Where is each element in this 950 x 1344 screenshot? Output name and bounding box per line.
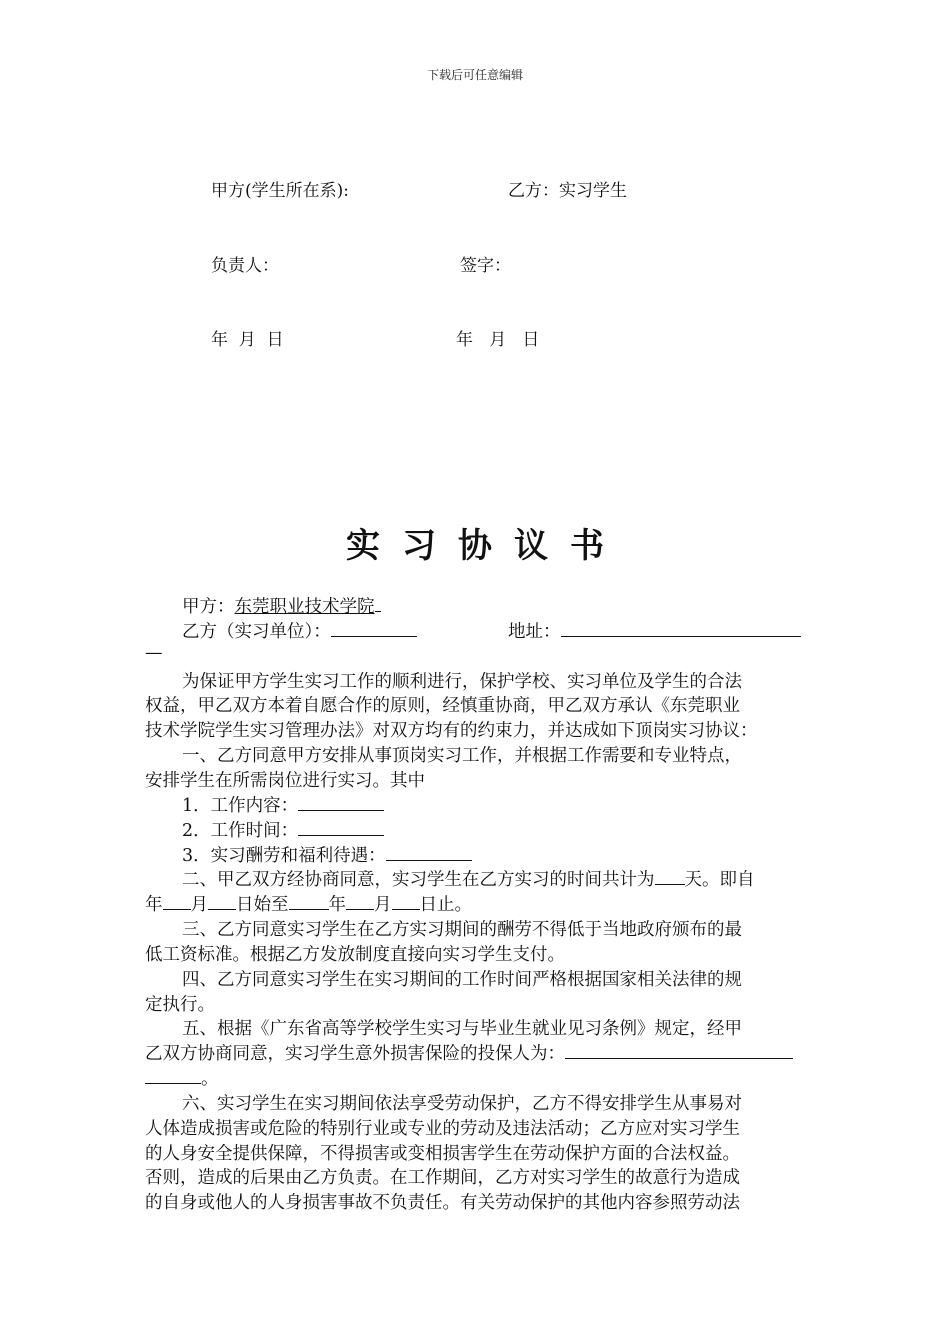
party-a-sign-label: 甲方(学生所在系): [211, 181, 349, 201]
address-blank[interactable] [561, 621, 801, 637]
para7-line3: 的人身安全提供保障，不得损害或变相损害学生在劳动保护方面的合法权益。 [145, 1144, 740, 1164]
para4-line1: 三、乙方同意实习学生在乙方实习期间的酬劳不得低于当地政府颁布的最 [182, 920, 742, 940]
work-time-blank[interactable] [298, 820, 384, 836]
para3-text-a: 二、甲乙双方经协商同意，实习学生在乙方实习的时间共计为 [182, 870, 655, 890]
day1-label: 日始至 [236, 895, 289, 915]
month1-blank[interactable] [208, 894, 236, 910]
responsible-label: 负责人： [211, 256, 279, 276]
month2-blank[interactable] [346, 894, 374, 910]
para3-text-b: 天。即自 [684, 870, 755, 890]
para6-line3 [145, 1065, 805, 1090]
para1-line2: 权益，甲乙双方本着自愿合作的原则，经慎重协商，甲乙双方承认《东莞职业 [145, 696, 740, 716]
year2-blank[interactable] [289, 894, 329, 910]
para6-end: 。 [201, 1069, 219, 1089]
para5-line1: 四、乙方同意实习学生在实习期间的工作时间严格根据国家相关法律的规 [182, 970, 742, 990]
para1-line3: 技术学院学生实习管理办法》对双方均有的约束力，并达成如下顶岗实习协议： [145, 721, 758, 741]
party-a-underline [375, 596, 381, 612]
party-a-line [182, 593, 842, 618]
days-blank[interactable] [655, 869, 685, 885]
para2-line1: 一、乙方同意甲方安排从事顶岗实习工作，并根据工作需要和专业特点， [182, 746, 742, 766]
month1-label: 月 [190, 895, 208, 915]
address-line [508, 618, 950, 643]
header-note: 下载后可任意编辑 [426, 68, 523, 82]
sign-label: 签字： [460, 256, 511, 276]
para7-line1: 六、实习学生在实习期间依法享受劳动保护，乙方不得安排学生从事易对 [182, 1094, 742, 1114]
work-content-blank[interactable] [298, 795, 384, 811]
para6-line1: 五、根据《广东省高等学校学生实习与毕业生就业见习条例》规定，经甲 [182, 1019, 742, 1039]
document-title: 实习协议书 [346, 526, 626, 566]
pay-benefits-blank[interactable] [386, 845, 472, 861]
address-label: 地址： [508, 622, 561, 642]
item-pay-benefits [182, 842, 842, 867]
para1-line1: 为保证甲方学生实习工作的顺利进行，保护学校、实习单位及学生的合法 [182, 672, 742, 692]
party-a-name: 东莞职业技术学院 [234, 597, 375, 617]
para4-line2: 低工资标准。根据乙方发放制度直接向实习学生支付。 [145, 945, 565, 965]
item-work-content [182, 792, 842, 817]
para7-line5: 的自身或他人的人身损害事故不负责任。有关劳动保护的其他内容参照劳动法 [145, 1193, 740, 1213]
month2-label: 月 [374, 895, 392, 915]
party-a-label: 甲方： [182, 597, 235, 617]
insurer-blank[interactable] [565, 1043, 793, 1059]
insurer-blank-cont[interactable] [145, 1068, 201, 1084]
item-work-time [182, 817, 842, 842]
date-b: 年 月 日 [456, 330, 540, 350]
year1-label: 年 [145, 895, 163, 915]
party-b-label: 乙方（实习单位）： [182, 622, 331, 642]
insurer-label: 乙双方协商同意，实习学生意外损害保险的投保人为： [145, 1044, 565, 1064]
para3-line1 [182, 866, 842, 891]
para7-line2: 人体造成损害或危险的特别行业或专业的劳动及违法活动；乙方应对实习学生 [145, 1119, 740, 1139]
year2-label: 年 [328, 895, 346, 915]
party-b-blank[interactable] [331, 621, 417, 637]
day2-label: 日止。 [419, 895, 472, 915]
item3-label: 3．实习酬劳和福利待遇： [182, 846, 386, 866]
day2-blank[interactable] [392, 894, 420, 910]
item2-label: 2．工作时间： [182, 821, 299, 841]
year1-blank[interactable] [163, 894, 191, 910]
para5-line2: 定执行。 [145, 995, 215, 1015]
para7-line4: 否则，造成的后果由乙方负责。在工作期间，乙方对实习学生的故意行为造成 [145, 1168, 740, 1188]
item1-label: 1．工作内容： [182, 796, 299, 816]
dash-line: — [145, 643, 163, 663]
date-a: 年 月 日 [211, 330, 284, 350]
para2-line2: 安排学生在所需岗位进行实习。其中 [145, 771, 425, 791]
para6-line2 [145, 1040, 805, 1065]
party-b-sign-label: 乙方：实习学生 [508, 181, 627, 201]
para3-line2 [145, 891, 805, 916]
